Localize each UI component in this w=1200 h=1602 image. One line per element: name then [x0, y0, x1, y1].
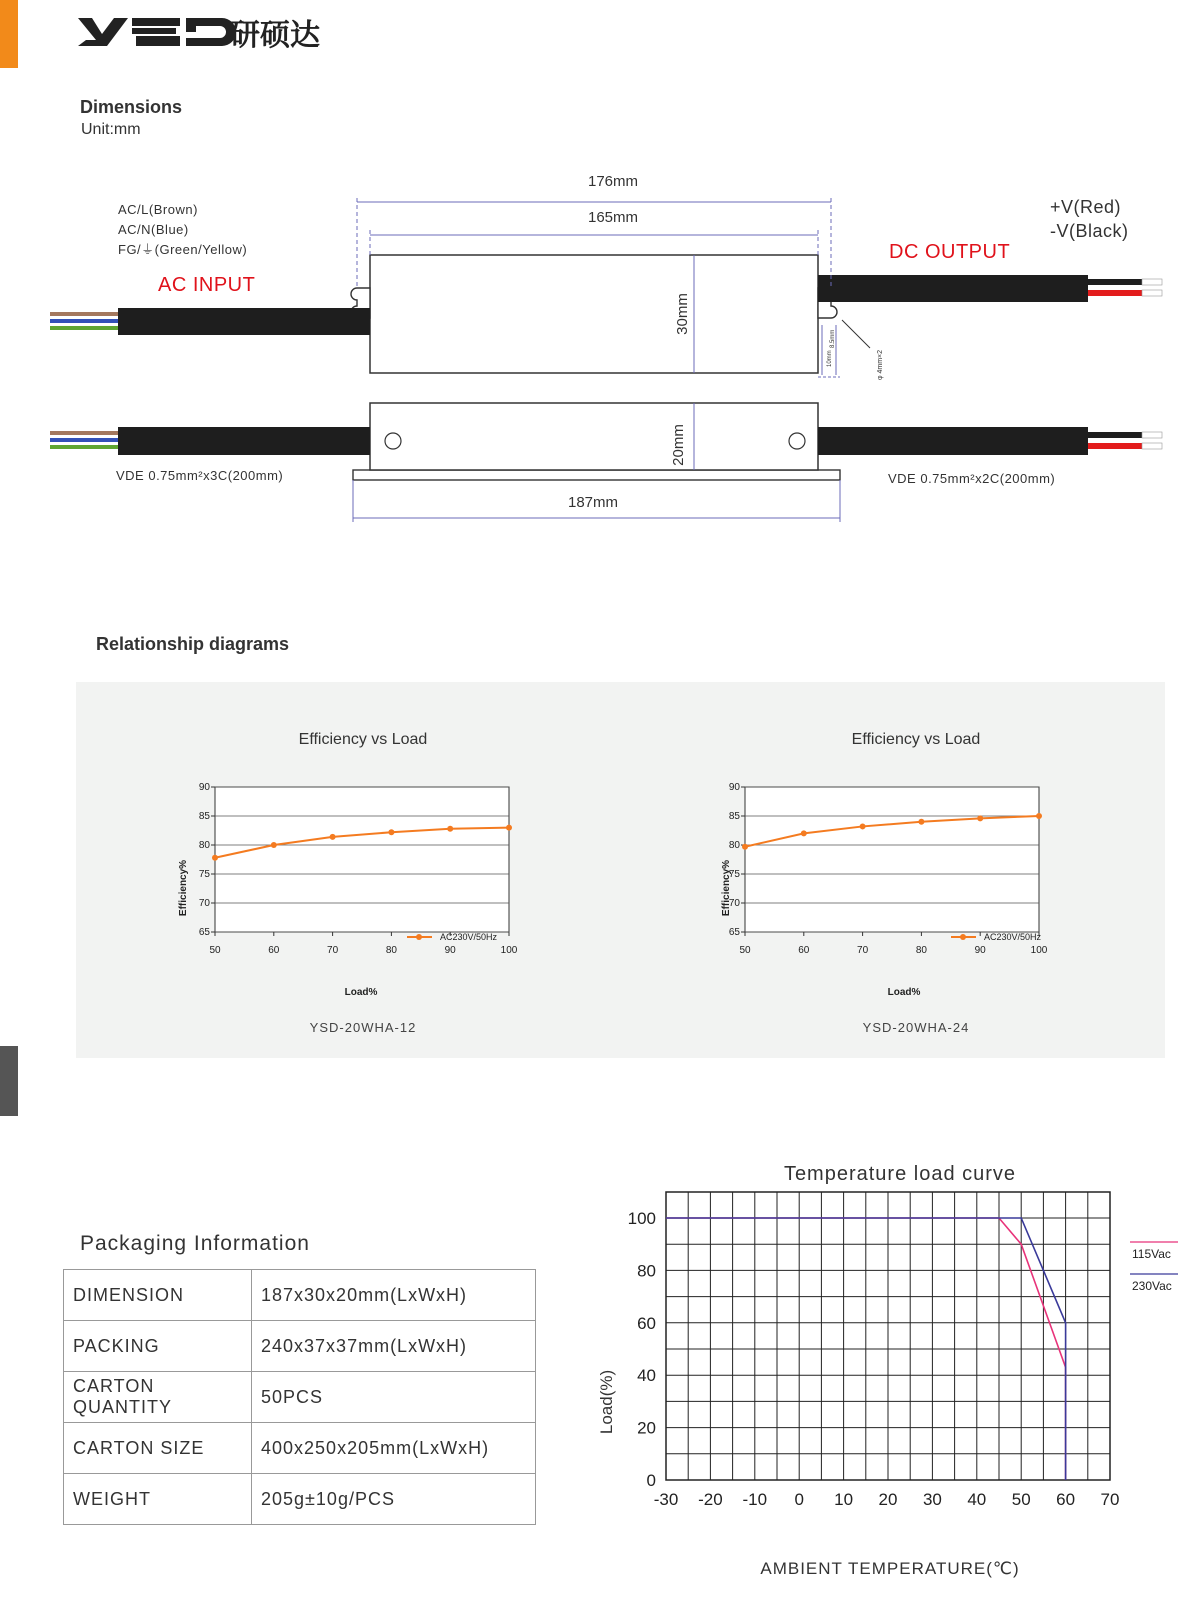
y-tick-label: 80: [637, 1261, 656, 1281]
legend-marker: [960, 934, 966, 940]
y-tick-label: 90: [198, 782, 210, 793]
black-wire: [1088, 279, 1142, 285]
table-row: [64, 1270, 536, 1321]
ac-cable: [118, 308, 370, 335]
data-point: [860, 823, 866, 829]
efficiency-charts: [76, 682, 1165, 1058]
dc-wire-label-1: +V(Red): [1050, 197, 1122, 217]
x-tick-label: 40: [967, 1490, 987, 1509]
y-tick-label: 75: [728, 869, 740, 880]
data-point: [977, 815, 983, 821]
legend-label: AC230V/50Hz: [984, 932, 1042, 942]
y-tick-label: 70: [198, 898, 210, 909]
packaging-key: CARTON QUANTITY: [64, 1372, 252, 1423]
x-tick-label: 60: [1056, 1490, 1076, 1509]
mounting-plate: [353, 470, 840, 480]
y-tick-label: 20: [637, 1418, 656, 1438]
left-screw-hole: [385, 433, 401, 449]
x-tick-label: 90: [444, 945, 456, 956]
y-tick-label: 80: [198, 840, 210, 851]
legend-marker: [416, 934, 422, 940]
legend-label: AC230V/50Hz: [440, 932, 498, 942]
x-tick-label: 10: [834, 1490, 854, 1509]
packaging-table: [63, 1269, 536, 1525]
x-tick-label: 80: [385, 945, 397, 956]
table-row: [64, 1321, 536, 1372]
plot-area: [745, 787, 1039, 932]
model-label: YSD-20WHA-24: [862, 1020, 970, 1035]
model-label: YSD-20WHA-12: [309, 1020, 417, 1035]
table-row: [64, 1372, 536, 1423]
packaging-value: 50PCS: [252, 1372, 536, 1423]
y-tick-label: 75: [198, 869, 210, 880]
data-point: [212, 855, 218, 861]
dim-20: 20mm: [670, 424, 687, 466]
y-tick-label: 40: [637, 1366, 656, 1386]
driver-body-side-view: [370, 403, 818, 470]
green-yellow-wire: [50, 326, 118, 330]
data-point: [330, 834, 336, 840]
x-tick-label: 90: [974, 945, 986, 956]
y-tick-label: 85: [198, 811, 210, 822]
dc-output-label: DC OUTPUT: [889, 241, 1011, 263]
ac-wire-label-3: FG/⏚(Green/Yellow): [118, 242, 248, 257]
legend-label: 115Vac: [1132, 1247, 1171, 1261]
y-tick-label: 65: [198, 927, 210, 938]
plot-area: [215, 787, 509, 932]
dim-165: 165mm: [587, 209, 639, 226]
efficiency-chart-title: Efficiency vs Load: [851, 731, 981, 748]
y-tick-label: 85: [728, 811, 740, 822]
x-tick-label: 70: [1100, 1490, 1120, 1509]
temperature-load-chart: [590, 1150, 1200, 1590]
x-tick-label: 0: [794, 1490, 804, 1509]
dim-8-5mm: 8.5mm: [830, 329, 836, 348]
efficiency-chart-24v: [721, 731, 1048, 1035]
table-row: [64, 1423, 536, 1474]
x-tick-label: 70: [857, 945, 869, 956]
dim-10mm: 10mm: [827, 350, 833, 367]
packaging-key: DIMENSION: [64, 1270, 252, 1321]
accent-bar: [0, 0, 18, 68]
side-tab-marker: [0, 1046, 18, 1116]
brown-wire: [50, 312, 118, 316]
x-axis-label: Load%: [887, 987, 921, 998]
y-tick-label: 60: [637, 1313, 656, 1333]
ac-wire-label-2: AC/N(Blue): [118, 222, 189, 237]
efficiency-chart-title: Efficiency vs Load: [298, 731, 428, 748]
x-tick-label: 100: [500, 945, 518, 956]
data-point: [1036, 813, 1042, 819]
packaging-key: WEIGHT: [64, 1474, 252, 1525]
data-point: [918, 819, 924, 825]
y-tick-label: 90: [728, 782, 740, 793]
dim-176: 176mm: [587, 173, 639, 190]
table-row: [64, 1474, 536, 1525]
x-tick-label: 80: [915, 945, 927, 956]
x-tick-label: 20: [878, 1490, 898, 1509]
efficiency-chart-12v: [178, 731, 518, 1035]
data-point: [388, 829, 394, 835]
cable-spec-left: VDE 0.75mm²x3C(200mm): [116, 468, 284, 483]
dc-wire-label-2: -V(Black): [1050, 221, 1129, 241]
cable-spec-right: VDE 0.75mm²x2C(200mm): [888, 471, 1056, 486]
svg-text:研硕达: 研硕达: [230, 19, 320, 52]
brand-logo: [78, 12, 378, 58]
y-tick-label: 80: [728, 840, 740, 851]
y-axis-label: Load(%): [597, 1369, 616, 1435]
data-point: [447, 826, 453, 832]
x-tick-label: -20: [698, 1490, 723, 1509]
x-tick-label: 50: [1011, 1490, 1031, 1509]
data-point: [801, 830, 807, 836]
driver-body-top-view: [370, 255, 818, 373]
x-tick-label: 30: [922, 1490, 942, 1509]
packaging-key: CARTON SIZE: [64, 1423, 252, 1474]
packaging-key: PACKING: [64, 1321, 252, 1372]
blue-wire: [50, 319, 118, 323]
x-axis-label: Load%: [344, 987, 378, 998]
x-axis-label: AMBIENT TEMPERATURE(℃): [760, 1559, 1020, 1578]
packaging-value: 187x30x20mm(LxWxH): [252, 1270, 536, 1321]
dim-187: 187mm: [567, 494, 619, 511]
x-tick-label: 60: [798, 945, 810, 956]
x-tick-label: 60: [268, 945, 280, 956]
x-tick-label: 50: [739, 945, 751, 956]
y-tick-label: 65: [728, 927, 740, 938]
x-tick-label: -10: [742, 1490, 768, 1509]
y-tick-label: 0: [646, 1471, 656, 1490]
hole-dimension: φ 4mm×2: [877, 349, 884, 380]
data-point: [506, 825, 512, 831]
dim-30: 30mm: [674, 293, 691, 335]
y-tick-label: 70: [728, 898, 740, 909]
dimension-drawing: [0, 160, 1200, 560]
ac-input-label: AC INPUT: [158, 274, 256, 296]
packaging-value: 240x37x37mm(LxWxH): [252, 1321, 536, 1372]
unit-label: Unit:mm: [81, 121, 141, 138]
x-tick-label: 70: [327, 945, 339, 956]
packaging-title: Packaging Information: [80, 1232, 310, 1255]
temperature-chart-title: Temperature load curve: [783, 1163, 1017, 1185]
x-tick-label: 50: [209, 945, 221, 956]
y-axis-label: Efficiency%: [721, 859, 732, 917]
red-wire: [1088, 290, 1142, 296]
data-point: [742, 844, 748, 850]
x-tick-label: -30: [653, 1490, 679, 1509]
y-tick-label: 100: [627, 1209, 656, 1228]
data-point: [271, 842, 277, 848]
right-screw-hole: [789, 433, 805, 449]
dimensions-title: Dimensions: [80, 97, 183, 117]
legend-label: 230Vac: [1132, 1279, 1172, 1293]
x-tick-label: 100: [1030, 945, 1048, 956]
ac-wire-label-1: AC/L(Brown): [118, 202, 198, 217]
packaging-value: 205g±10g/PCS: [252, 1474, 536, 1525]
packaging-value: 400x250x205mm(LxWxH): [252, 1423, 536, 1474]
dc-cable: [818, 275, 1088, 302]
y-axis-label: Efficiency%: [178, 859, 189, 917]
relationship-title: Relationship diagrams: [96, 634, 290, 654]
